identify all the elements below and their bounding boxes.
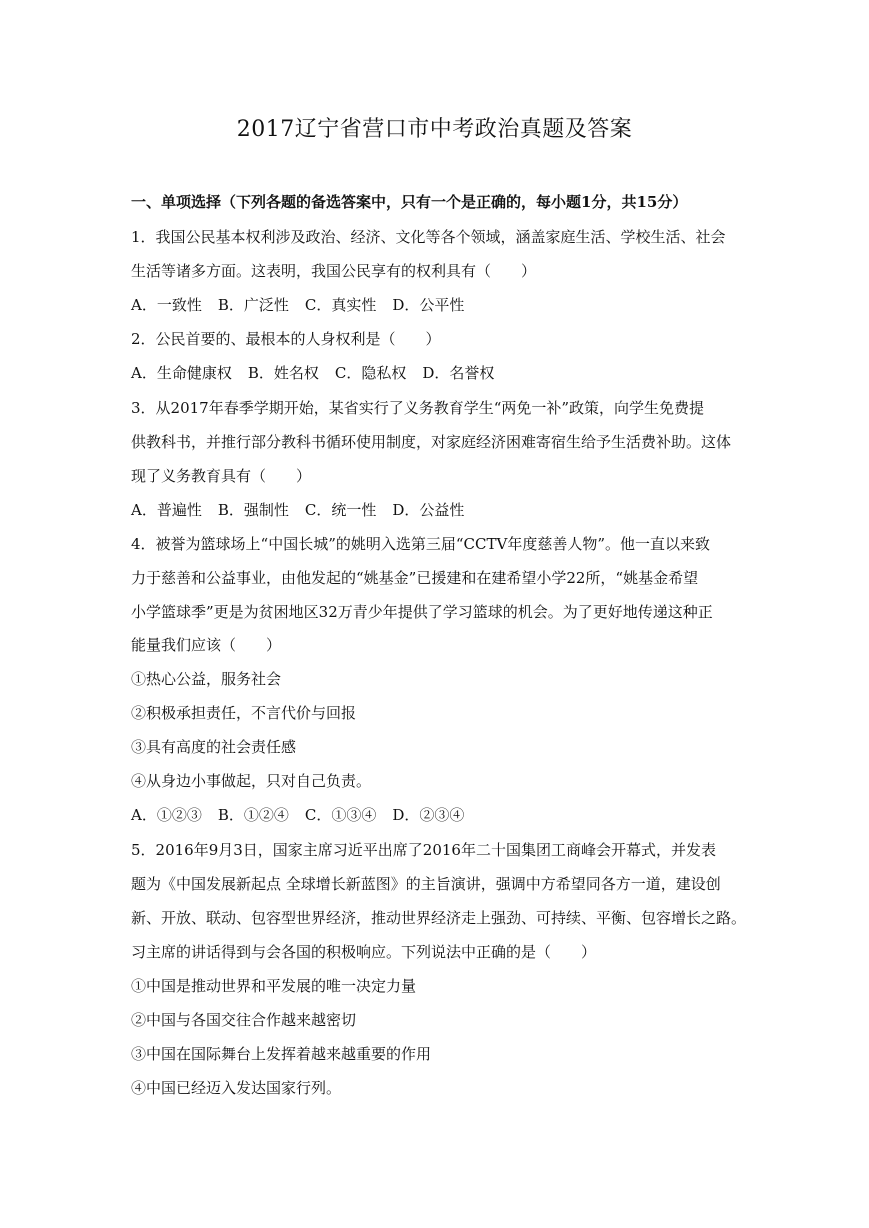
q1-option-b: B．广泛性 <box>217 296 289 314</box>
q1-options <box>131 294 480 316</box>
q3-stem-line-3: 现了义务教育具有（ ） <box>131 467 312 485</box>
q5-item-4: ④中国已经迈入发达国家行列。 <box>131 1079 342 1097</box>
q3-stem-line-2: 供教科书，并推行部分教科书循环使用制度，对家庭经济困难寄宿生给予生活费补助。这体 <box>131 433 732 451</box>
q3-option-b: B．强制性 <box>217 501 289 519</box>
q2-option-d: D．名誉权 <box>422 364 495 382</box>
q4-stem-line-4: 能量我们应该（ ） <box>131 636 282 654</box>
section-heading: 一、单项选择（下列各题的备选答案中，只有一个是正确的，每小题1分，共15分） <box>131 193 688 211</box>
q2-option-a: A．生命健康权 <box>131 364 232 382</box>
q5-stem-line-1: 5．2016年9月3日，国家主席习近平出席了2016年二十国集团工商峰会开幕式，并发表 <box>131 841 716 859</box>
q2-option-b: B．姓名权 <box>247 364 319 382</box>
q2-option-c: C．隐私权 <box>334 364 407 382</box>
q5-item-1: ①中国是推动世界和平发展的唯一决定力量 <box>131 977 417 995</box>
q3-stem-line-1: 3．从2017年春季学期开始，某省实行了义务教育学生“两免一补”政策，向学生免费提 <box>131 399 705 417</box>
document-title: 2017辽宁省营口市中考政治真题及答案 <box>236 117 633 142</box>
q1-option-d: D．公平性 <box>392 296 465 314</box>
q1-stem-line-2: 生活等诸多方面。这表明，我国公民享有的权利具有（ ） <box>131 262 537 280</box>
q1-option-a: A．一致性 <box>131 296 202 314</box>
q4-item-3: ③具有高度的社会责任感 <box>131 738 297 756</box>
q4-stem-line-3: 小学篮球季”更是为贫困地区32万青少年提供了学习篮球的机会。为了更好地传递这种正 <box>131 603 713 621</box>
q5-item-3: ③中国在国际舞台上发挥着越来越重要的作用 <box>131 1045 432 1063</box>
q4-option-d: D．②③④ <box>392 806 465 824</box>
q5-item-2: ②中国与各国交往合作越来越密切 <box>131 1011 357 1029</box>
q4-stem-line-1: 4．被誉为篮球场上“中国长城”的姚明入选第三届“CCTV年度慈善人物”。他一直以来致 <box>131 535 711 553</box>
q4-option-a: A．①②③ <box>131 806 202 824</box>
q4-option-c: C．①③④ <box>304 806 377 824</box>
q2-stem-line-1: 2．公民首要的、最根本的人身权利是（ ） <box>131 330 441 348</box>
q4-option-b: B．①②④ <box>217 806 289 824</box>
q4-item-4: ④从身边小事做起，只对自己负责。 <box>131 772 372 790</box>
q2-options <box>131 362 510 384</box>
q4-item-2: ②积极承担责任，不言代价与回报 <box>131 704 357 722</box>
q3-option-a: A．普遍性 <box>131 501 202 519</box>
q3-option-c: C．统一性 <box>304 501 377 519</box>
q1-option-c: C．真实性 <box>304 296 377 314</box>
q4-options <box>131 804 480 826</box>
q5-stem-line-2: 题为《中国发展新起点 全球增长新蓝图》的主旨演讲，强调中方希望同各方一道，建设创 <box>131 875 721 893</box>
q1-stem-line-1: 1．我国公民基本权利涉及政治、经济、文化等各个领域，涵盖家庭生活、学校生活、社会 <box>131 228 726 246</box>
q3-options <box>131 499 480 521</box>
q5-stem-line-4: 习主席的讲话得到与会各国的积极响应。下列说法中正确的是（ ） <box>131 943 597 961</box>
q5-stem-line-3: 新、开放、联动、包容型世界经济，推动世界经济走上强劲、可持续、平衡、包容增长之路。 <box>131 909 747 927</box>
q4-item-1: ①热心公益，服务社会 <box>131 670 282 688</box>
q4-stem-line-2: 力于慈善和公益事业，由他发起的“姚基金”已援建和在建希望小学22所，“姚基金希望 <box>131 569 699 587</box>
q3-option-d: D．公益性 <box>392 501 465 519</box>
